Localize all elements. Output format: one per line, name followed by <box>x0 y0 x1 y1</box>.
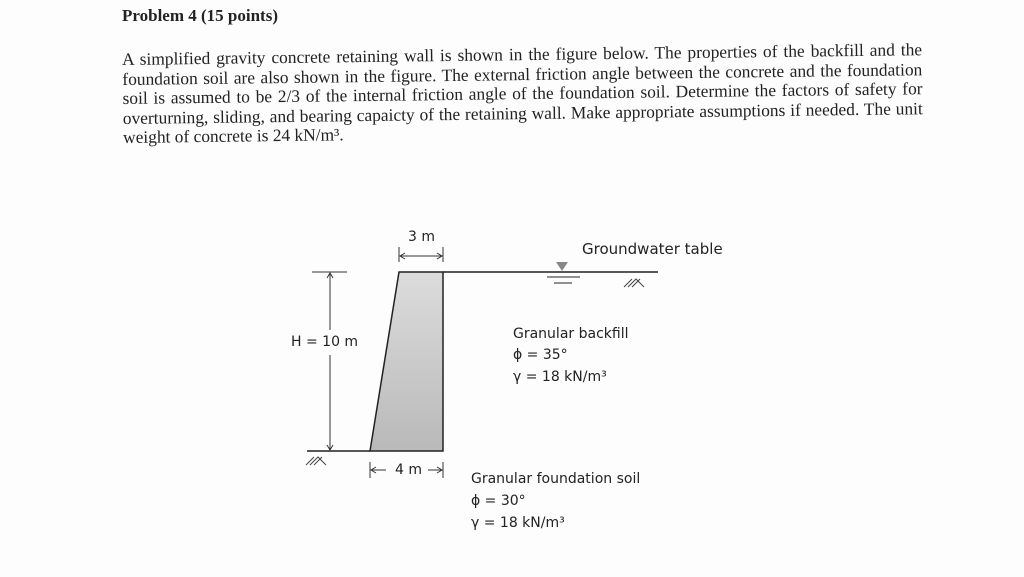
height-dimension <box>312 272 347 450</box>
foundation-gamma: γ = 18 kN/m³ <box>471 515 565 531</box>
foundation-phi: ϕ = 30° <box>471 493 526 509</box>
concrete-wall <box>370 272 443 451</box>
backfill-phi: ϕ = 35° <box>513 347 568 363</box>
groundwater-label: Groundwater table <box>582 240 723 258</box>
problem-title: Problem 4 (15 points) <box>122 6 278 25</box>
backfill-gamma: γ = 18 kN/m³ <box>513 369 607 385</box>
backfill-name: Granular backfill <box>513 326 629 342</box>
problem-text: A simplified gravity concrete retaining wall is shown in the figure below. The properties of the backfill and the foundation soil are also shown in the figure. The external friction angle between the concrete and the foundation soil is assumed to be 2/3 of the internal friction angle of the foundation soil. Determine the factors of safety for overturning, sliding, and bearing capaicty of the retaining wall. Make appropriate assumptions if needed. The unit weight of concrete is 24 kN/m³. <box>121 39 923 148</box>
height-label: H = 10 m <box>291 334 359 350</box>
base-width-label: 4 m <box>395 462 422 478</box>
top-width-dimension <box>399 247 443 262</box>
foundation-name: Granular foundation soil <box>471 471 641 487</box>
top-width-label: 3 m <box>408 229 435 245</box>
